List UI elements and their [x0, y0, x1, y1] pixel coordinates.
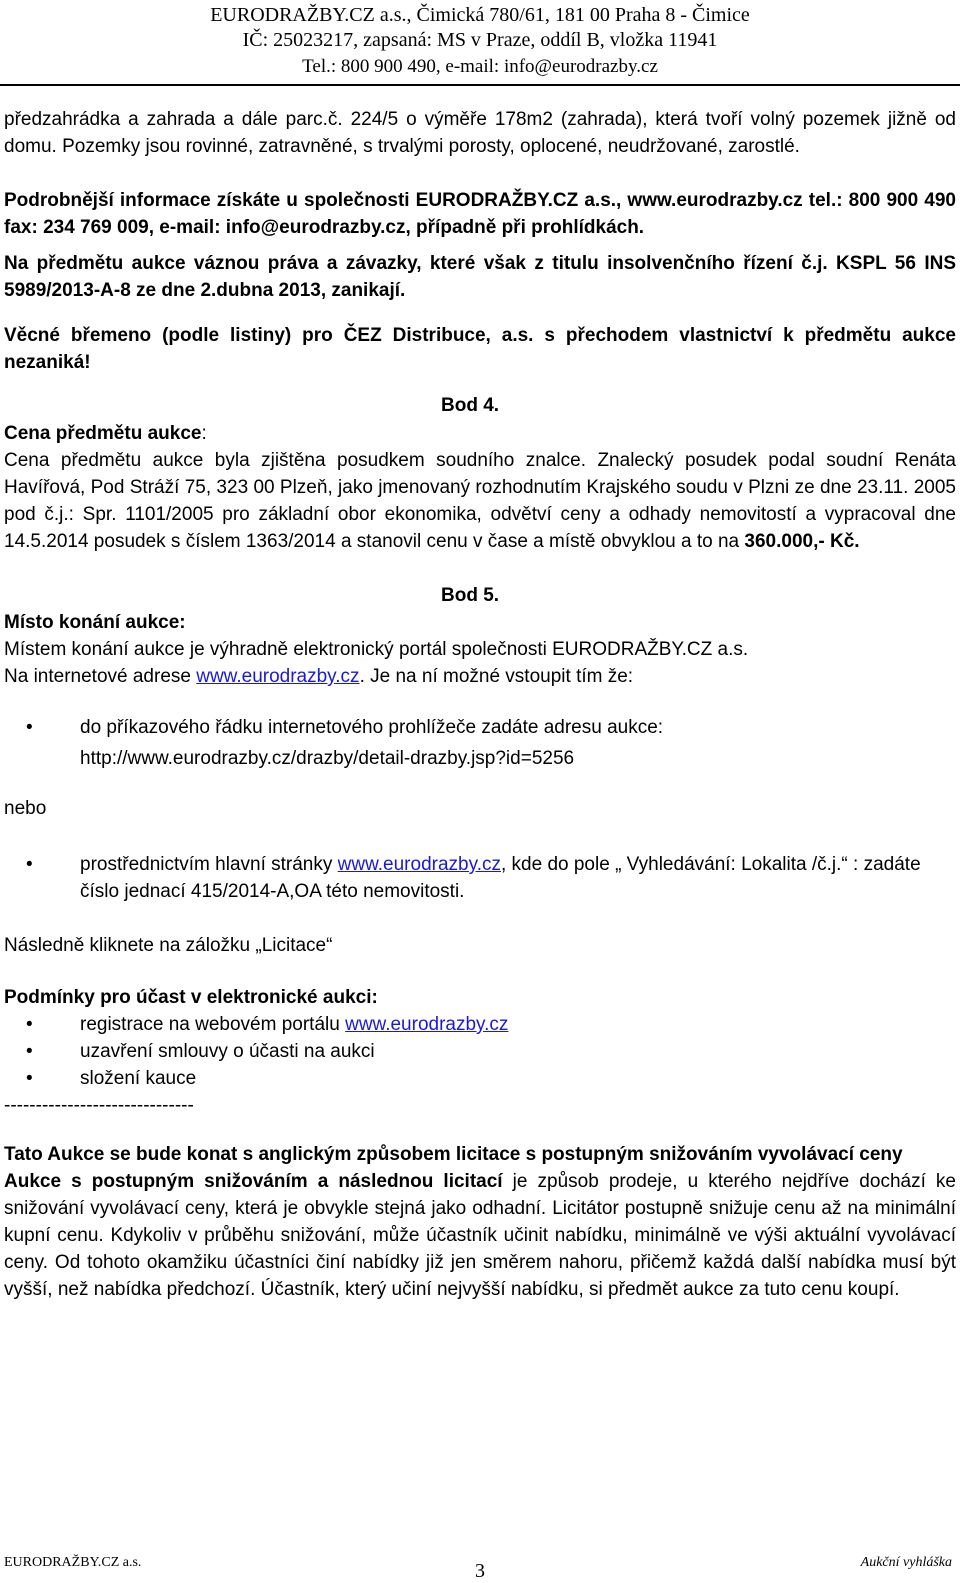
auction-explanation-text: je způsob prodeje, u kterého nejdříve dochází ke snižování vyvolávací ceny, která je obvykle stejná jako odhadní. Licitátor postupně snižuje cenu až na minimální kupní cenu. Kdykoliv v průběhu snižování, může účastník učinit nabídku, minimálně ve výši aktuální vyvolávací ceny. Od tohoto okamžiku účastníci činí nabídky již jen směrem nahoru, přičemž každá další nabídka musí být vyšší, než nabídka předchozí. Účastník, který učiní nejvyšší nabídku, si předmět aukce za tuto cenu koupí. — [4, 1171, 956, 1300]
page-footer — [0, 1555, 960, 1581]
nebo-text: nebo — [4, 798, 47, 819]
auction-url: http://www.eurodrazby.cz/drazby/detail-drazby.jsp?id=5256 — [80, 748, 575, 769]
price-value: 360.000,- Kč. — [744, 531, 860, 552]
header-company-line: EURODRAŽBY.CZ a.s., Čimická 780/61, 181 00 Praha 8 - Čimice — [210, 4, 750, 26]
english-auction-heading: Tato Aukce se bude konat s anglickým způsobem licitace s postupným snižováním vyvolávací ceny — [4, 1144, 903, 1165]
insolvency-paragraph: Na předmětu aukce váznou práva a závazky, které však z titulu insolvenčního řízení č.j. KSPL 56 INS 5989/2013-A-8 ze dne 2.dubna 2013, zanikají. — [4, 253, 956, 301]
easement-paragraph: Věcné břemeno (podle listiny) pro ČEZ Distribuce, a.s. s přechodem vlastnictví k předmětu aukce nezaniká! — [4, 325, 956, 373]
list-item — [4, 851, 956, 905]
licitace-instruction: Následně kliknete na záložku „Licitace“ — [4, 935, 333, 956]
place-line-2 — [4, 663, 956, 690]
eurodrazby-link[interactable]: www.eurodrazby.cz — [196, 666, 360, 687]
section-bod-5: Bod 5. — [441, 585, 500, 606]
list-item — [4, 1011, 956, 1038]
access-option-1 — [4, 714, 956, 772]
dash-separator: ------------------------------ — [4, 1095, 194, 1116]
document-body — [4, 106, 956, 1303]
auction-explanation-paragraph — [4, 1168, 956, 1303]
bullet-2-post: , kde do pole „ Vyhledávání: Lokalita /č.j.“ : zadáte číslo jednací 415/2014-A,OA této nemovitosti. — [80, 854, 921, 902]
footer-company: EURODRAŽBY.CZ a.s. — [4, 1555, 142, 1570]
place-line-1: Místem konání aukce je výhradně elektronický portál společnosti EURODRAŽBY.CZ a.s. — [4, 639, 749, 660]
access-option-2 — [4, 851, 956, 905]
price-heading-label: Cena předmětu aukce — [4, 423, 202, 444]
place-heading: Místo konání aukce: — [4, 612, 186, 633]
page-number: 3 — [475, 1560, 485, 1582]
section-bod-4: Bod 4. — [441, 395, 500, 416]
auction-explanation-term: Aukce s postupným snižováním a následnou licitací — [4, 1171, 503, 1192]
list-item: • složení kauce — [4, 1065, 956, 1092]
price-heading — [4, 420, 956, 447]
price-text: Cena předmětu aukce byla zjištěna posudkem soudního znalce. Znalecký posudek podal soudní Renáta Havířová, Pod Stráží 75, 323 00 Plzeň, jako jmenovaný rozhodnutím Krajského soudu v Plzni ze dne 23.11. 2005 pod č.j.: Spr. 1101/2005 pro základní obor ekonomika, odvětví ceny a odhady nemovitostí a vypracoval dne 14.5.2014 posudek s číslem 1363/2014 a stanovil cenu v čase a místě obvyklou a to na — [4, 450, 956, 552]
place-line-2-post: . Je na ní možné vstoupit tím že: — [359, 666, 634, 687]
eurodrazby-link[interactable]: www.eurodrazby.cz — [345, 1014, 509, 1035]
price-heading-colon: : — [201, 423, 207, 444]
contact-info-paragraph: Podrobnější informace získáte u společnosti EURODRAŽBY.CZ a.s., www.eurodrazby.cz tel.: 800 900 490 fax: 234 769 009, e-mail: info@eurodrazby.cz, případně při prohlídkách. — [4, 190, 956, 238]
bullet-2-pre: prostřednictvím hlavní stránky — [80, 854, 338, 875]
list-item: • uzavření smlouvy o účasti na aukci — [4, 1038, 956, 1065]
header-registration-line: IČ: 25023217, zapsaná: MS v Praze, oddíl B, vložka 11941 — [242, 29, 718, 51]
price-paragraph — [4, 447, 956, 555]
header-contact-line: Tel.: 800 900 490, e-mail: info@eurodrazby.cz — [302, 56, 658, 77]
place-line-2-pre: Na internetové adrese — [4, 666, 197, 687]
condition-1-text: registrace na webovém portálu — [80, 1014, 346, 1035]
land-description-paragraph: předzahrádka a zahrada a dále parc.č. 224/5 o výměře 178m2 (zahrada), která tvoří volný pozemek jižně od domu. Pozemky jsou rovinné, zatravněné, s trvalými porosty, oplocené, neudržované, zarostlé. — [4, 109, 956, 157]
header-divider — [0, 84, 960, 86]
conditions-list — [4, 1011, 956, 1092]
footer-document-title: Aukční vyhláška — [860, 1555, 952, 1570]
conditions-heading: Podmínky pro účast v elektronické aukci: — [4, 987, 378, 1008]
list-item — [4, 714, 956, 772]
bullet-1-line-1: • do příkazového řádku internetového prohlížeče zadáte adresu aukce: — [80, 717, 664, 738]
eurodrazby-link[interactable]: www.eurodrazby.cz — [337, 854, 501, 875]
